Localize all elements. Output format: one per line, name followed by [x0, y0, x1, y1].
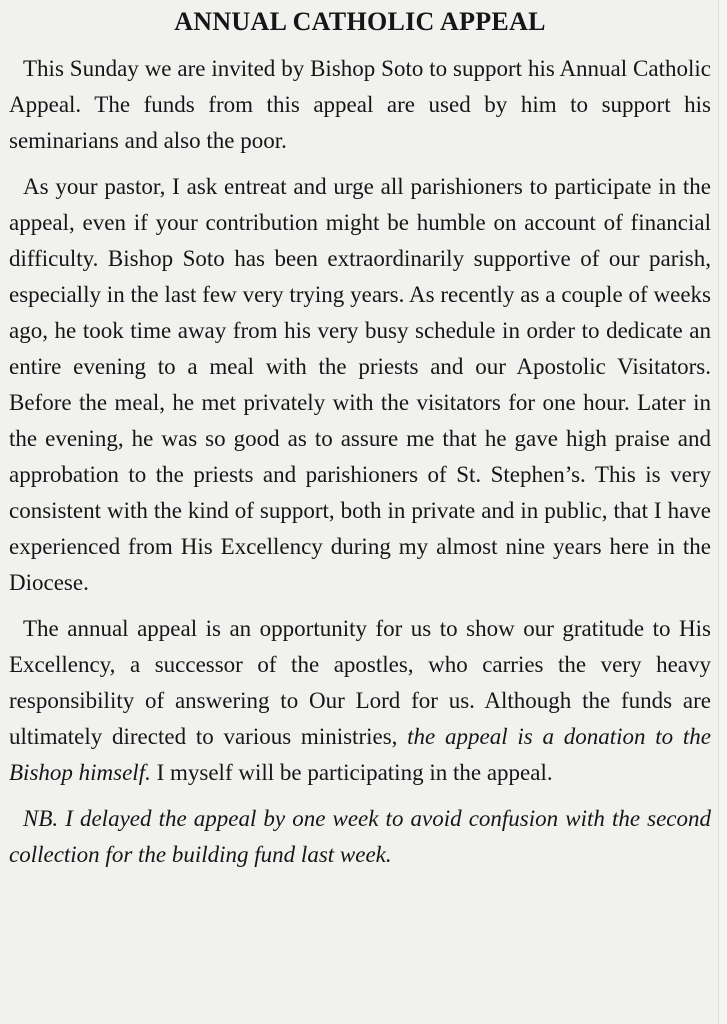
paragraph-intro	[9, 51, 711, 159]
paragraph-nb-note	[9, 801, 711, 873]
text-segment: As your pastor, I ask entreat and urge all parishioners to participate in the appeal, even if your contribution might be humble on account of financial difficulty. Bishop Soto has been extraordinarily supportive of our parish, especially in the last few very trying years. As recently as a couple of weeks ago, he took time away from his very busy schedule in order to dedicate an entire evening to a meal with the priests and our Apostolic Visitators. Before the meal, he met privately with the visitators for one hour. Later in the evening, he was so good as to assure me that he gave high praise and approbation to the priests and parishioners of St. Stephen’s. This is very consistent with the kind of support, both in private and in public, that I have experienced from His Excellency during my almost nine years here in the Diocese.	[9, 174, 711, 595]
text-segment: The annual appeal is an opportunity for us to show our gratitude to His Excellency, a successor of the apostles, who carries the very heavy responsibility of answering to Our Lord for us. Although the funds are ultimately directed to various ministries,	[9, 616, 711, 749]
document-body	[9, 51, 711, 873]
italic-text-segment: NB. I delayed the appeal by one week to avoid confusion with the second collection for the building fund last week.	[9, 806, 711, 867]
page-edge-line	[718, 0, 727, 1024]
italic-text-segment: the appeal is a donation to the Bishop himself.	[9, 724, 711, 785]
text-segment: This Sunday we are invited by Bishop Soto to support his Annual Catholic Appeal. The funds from this appeal are used by him to support his seminarians and also the poor.	[9, 56, 711, 153]
paragraph-annual-appeal	[9, 611, 711, 791]
paragraph-pastor-entreaty	[9, 169, 711, 601]
document-title: ANNUAL CATHOLIC APPEAL	[174, 7, 546, 36]
text-segment: I myself will be participating in the appeal.	[150, 760, 553, 785]
